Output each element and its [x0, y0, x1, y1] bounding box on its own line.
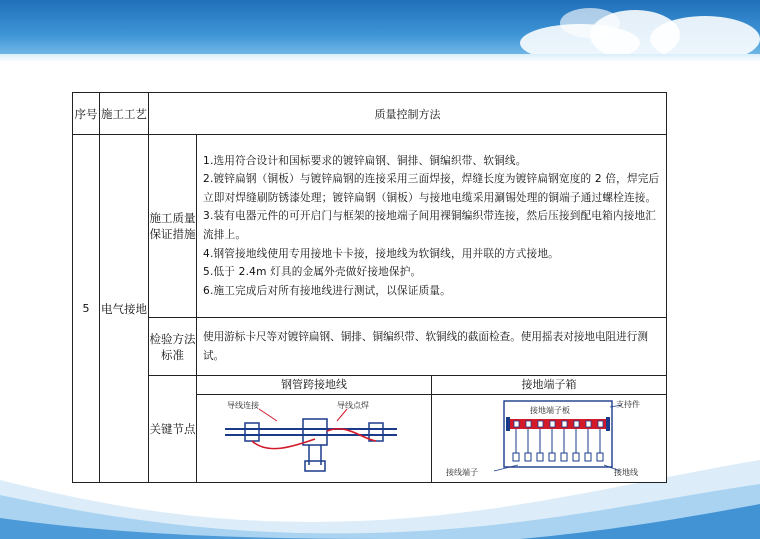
banner-stripe: [0, 54, 760, 62]
section-label-measures: 施工质量保证措施: [149, 135, 197, 318]
table-header-row: [73, 93, 667, 135]
section-label-inspection: 检验方法标准: [149, 318, 197, 376]
list-item: 3.装有电器元件的可开启门与框架的接地端子间用裸铜编织带连接，然后压接到配电箱内接地汇流排上。: [203, 210, 657, 241]
table-row: [73, 318, 667, 376]
diagram-label: 接地端子板: [530, 406, 570, 415]
diagram-title: 钢管跨接地线: [197, 376, 431, 395]
pipe-jumper-illustration: [197, 395, 429, 479]
list-item: 5.低于 2.4m 灯具的金属外壳做好接地保护。: [203, 266, 422, 279]
diagram-label: 导线点焊: [337, 401, 369, 410]
row-seq: 5: [73, 135, 100, 483]
terminal-box-illustration: [432, 395, 664, 479]
header-method: 质量控制方法: [149, 93, 667, 135]
header-banner: [0, 0, 760, 58]
list-item: 6.施工完成后对所有接地线进行测试，以保证质量。: [203, 284, 451, 297]
diagram-terminal-box: [431, 376, 666, 482]
diagram-label: 接地线: [614, 468, 638, 477]
table-row: [73, 376, 667, 483]
diagram-label: 导线连接: [227, 401, 259, 410]
header-seq: 序号: [73, 93, 100, 135]
table-row: [73, 135, 667, 318]
diagram-label: 支持件: [616, 400, 640, 409]
cloud-shape: [560, 8, 620, 38]
diagram-title: 接地端子箱: [432, 376, 666, 395]
key-nodes-cell: [197, 376, 667, 483]
section-label-key-nodes: 关键节点: [149, 376, 197, 483]
measures-list: [197, 135, 667, 318]
list-item: 1.选用符合设计和国标要求的镀锌扁钢、铜排、铜编织带、软铜线。: [203, 154, 527, 167]
header-process: 施工工艺: [100, 93, 149, 135]
diagram-pipe-jumper: [197, 376, 431, 482]
quality-control-table: [72, 92, 667, 483]
diagram-label: 接线端子: [446, 468, 478, 477]
list-item: 4.钢管接地线使用专用接地卡卡接，接地线为软铜线，用并联的方式接地。: [203, 247, 559, 260]
row-process: 电气接地: [100, 135, 149, 483]
inspection-text: 使用游标卡尺等对镀锌扁钢、铜排、铜编织带、软铜线的截面检查。使用摇表对接地电阻进行测试。: [197, 318, 667, 376]
cloud-shape: [650, 16, 760, 58]
list-item: 2.镀锌扁钢（铜板）与镀锌扁钢的连接采用三面焊接，焊缝长度为镀锌扁钢宽度的 2 倍，焊完后立即对焊缝刷防锈漆处理；镀锌扁钢（铜板）与接地电缆采用涮锡处理的铜端子通过螺栓连接。: [203, 173, 660, 204]
